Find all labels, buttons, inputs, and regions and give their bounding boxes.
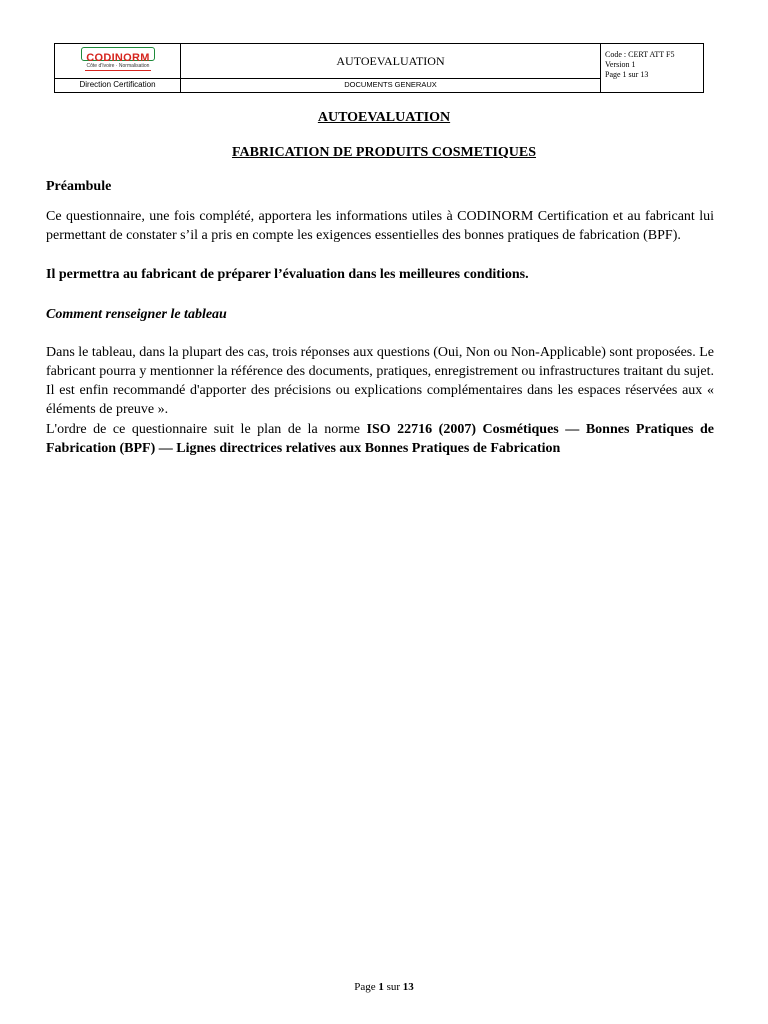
logo-frame	[81, 47, 155, 64]
norm-intro: L'ordre de ce questionnaire suit le plan de la norme	[46, 422, 367, 437]
preamble-paragraph: Ce questionnaire, une fois complété, apportera les informations utiles à CODINORM Certification et au fabricant lui permettant de constater s’il a pris en compte les exigences essentielles des bonnes pratiques de fabrication (BPF).	[46, 209, 714, 243]
preamble-heading: Préambule	[46, 179, 112, 194]
header-title: AUTOEVALUATION	[181, 44, 601, 79]
document-header-table	[54, 43, 704, 93]
page-footer	[0, 981, 768, 993]
codinorm-logo	[81, 47, 155, 75]
norm-reference: ISO 22716 (2007) Cosmétiques — Bonnes Pratiques de Fabrication (BPF) — Lignes directrices relatives aux Bonnes Pratiques de Fabrication	[46, 422, 714, 456]
logo-tagline: Côte d'Ivoire · Normalisation	[86, 63, 150, 69]
footer-total-pages: 13	[402, 981, 414, 993]
document-version: Version 1	[605, 60, 636, 69]
howto-paragraph: Dans le tableau, dans la plupart des cas, trois réponses aux questions (Oui, Non ou Non-Applicable) sont proposées. Le fabricant pourra y mentionner la référence des documents, pratiques, enregistrement ou infrastructures traitant du sujet. Il est enfin recommandé d'apporter des précisions ou explications complémentaires dans les espaces réservées aux « éléments de preuve ».	[46, 345, 714, 417]
document-code-cell	[601, 44, 703, 92]
header-subtitle: DOCUMENTS GENERAUX	[181, 78, 601, 92]
logo-wordmark: CODINORM	[86, 52, 150, 64]
logo-underline	[85, 70, 151, 71]
logo-cell	[55, 44, 181, 79]
document-title: AUTOEVALUATION	[317, 110, 451, 125]
footer-prefix: Page	[354, 981, 379, 993]
howto-heading: Comment renseigner le tableau	[46, 307, 227, 322]
header-page-number: Page 1 sur 13	[605, 70, 649, 79]
document-code: Code : CERT ATT F5	[605, 50, 675, 59]
department-label: Direction Certification	[55, 78, 181, 92]
document-subtitle: FABRICATION DE PRODUITS COSMETIQUES	[231, 145, 537, 160]
preamble-bold-statement: Il permettra au fabricant de préparer l’évaluation dans les meilleures conditions.	[46, 267, 529, 282]
footer-current-page: 1	[378, 981, 384, 993]
norm-paragraph	[46, 420, 714, 458]
footer-middle: sur	[383, 981, 403, 993]
